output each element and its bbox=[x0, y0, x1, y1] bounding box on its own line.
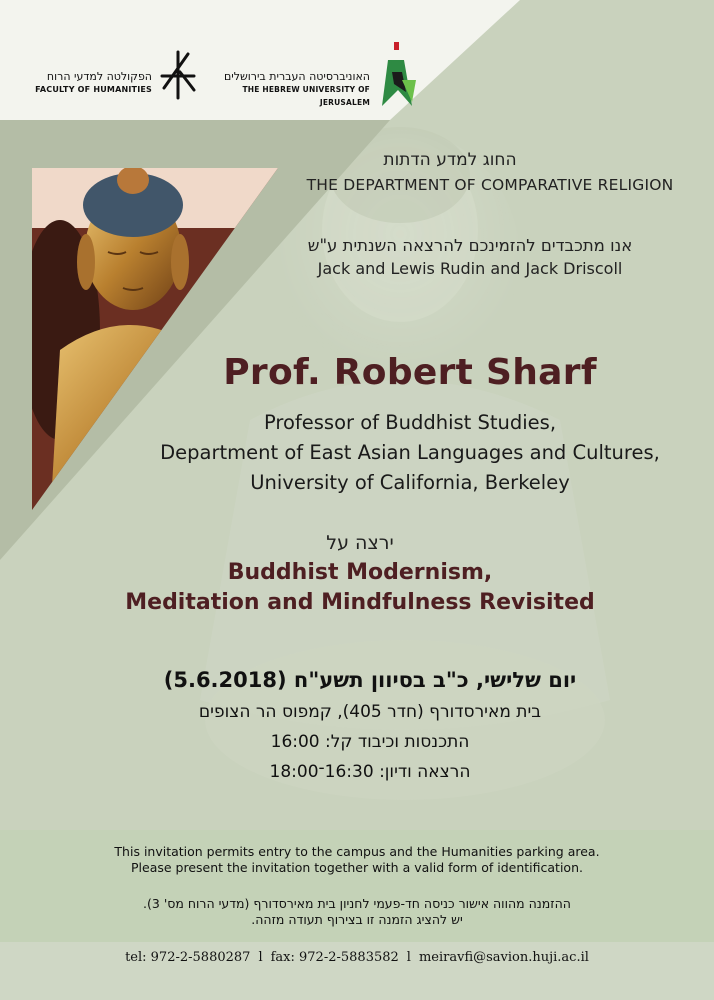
affiliation-university: University of California, Berkeley bbox=[250, 471, 570, 494]
event-venue: בית מאירסדורף (חדר 405), קמפוס הר הצופים bbox=[198, 702, 542, 722]
notice-hebrew-line2: יש להציג הזמנה זו בצירוף תעודה מזהה. bbox=[251, 912, 463, 927]
memorial-invitation-hebrew: אנו מתכבדים להזמינכם להרצאה השנתית ע"ש bbox=[307, 236, 633, 255]
affiliation-department: Department of East Asian Languages and Cultures, bbox=[160, 441, 660, 464]
notice-hebrew-line1: ההזמנה מהווה אישור כניסה חד-פעמי לחניון בית מאירסדורף (מדעי הרוח מס' 3). bbox=[143, 896, 571, 911]
humanities-logo-hebrew: הפקולטה למדעי הרוח bbox=[46, 70, 152, 83]
memorial-block bbox=[240, 236, 700, 278]
university-logo-hebrew: האוניברסיטה העברית בירושלים bbox=[223, 70, 370, 83]
entry-notice bbox=[0, 830, 714, 942]
event-lecture-time: הרצאה ודיון: 16:30־18:00 bbox=[269, 762, 471, 782]
memorial-names: Jack and Lewis Rudin and Jack Driscoll bbox=[317, 259, 623, 278]
lecture-intro-hebrew: ירצה על bbox=[326, 532, 394, 554]
speaker-name: Prof. Robert Sharf bbox=[223, 352, 597, 393]
hebrew-university-emblem-icon bbox=[376, 40, 420, 110]
event-reception-time: התכנסות וכיבוד קל: 16:00 bbox=[270, 732, 470, 752]
university-logo-english: THE HEBREW UNIVERSITY OF JERUSALEM bbox=[242, 85, 370, 107]
lecture-title-line1: Buddhist Modernism, bbox=[227, 560, 493, 585]
contact-fax[interactable]: fax: 972-2-5883582 bbox=[270, 950, 399, 965]
department-name-hebrew: החוג למדע הדתות bbox=[383, 150, 517, 170]
notice-english-line1: This invitation permits entry to the campus and the Humanities parking area. bbox=[114, 844, 600, 859]
university-logo[interactable] bbox=[210, 40, 420, 110]
humanities-logo[interactable] bbox=[20, 48, 200, 98]
lecture-title-line2: Meditation and Mindfulness Revisited bbox=[125, 590, 595, 615]
humanities-emblem-icon bbox=[158, 48, 198, 100]
affiliation-title: Professor of Buddhist Studies, bbox=[263, 411, 557, 434]
event-details bbox=[90, 668, 650, 782]
humanities-logo-english: FACULTY OF HUMANITIES bbox=[35, 85, 152, 94]
event-date: יום שלישי, כ"ב בסיוון תשע"ח (5.6.2018) bbox=[163, 668, 577, 692]
contact-line bbox=[0, 950, 714, 965]
lecture-block bbox=[80, 532, 640, 618]
department-block bbox=[270, 150, 710, 194]
contact-separator: l bbox=[406, 950, 411, 965]
contact-separator: l bbox=[258, 950, 263, 965]
contact-email-link[interactable]: meiravfi@savion.huji.ac.il bbox=[418, 950, 589, 965]
contact-phone[interactable]: tel: 972-2-5880287 bbox=[125, 950, 251, 965]
notice-english-line2: Please present the invitation together with a valid form of identification. bbox=[131, 860, 583, 875]
department-name-english: THE DEPARTMENT OF COMPARATIVE RELIGION bbox=[306, 176, 674, 194]
speaker-affiliation bbox=[110, 408, 710, 498]
